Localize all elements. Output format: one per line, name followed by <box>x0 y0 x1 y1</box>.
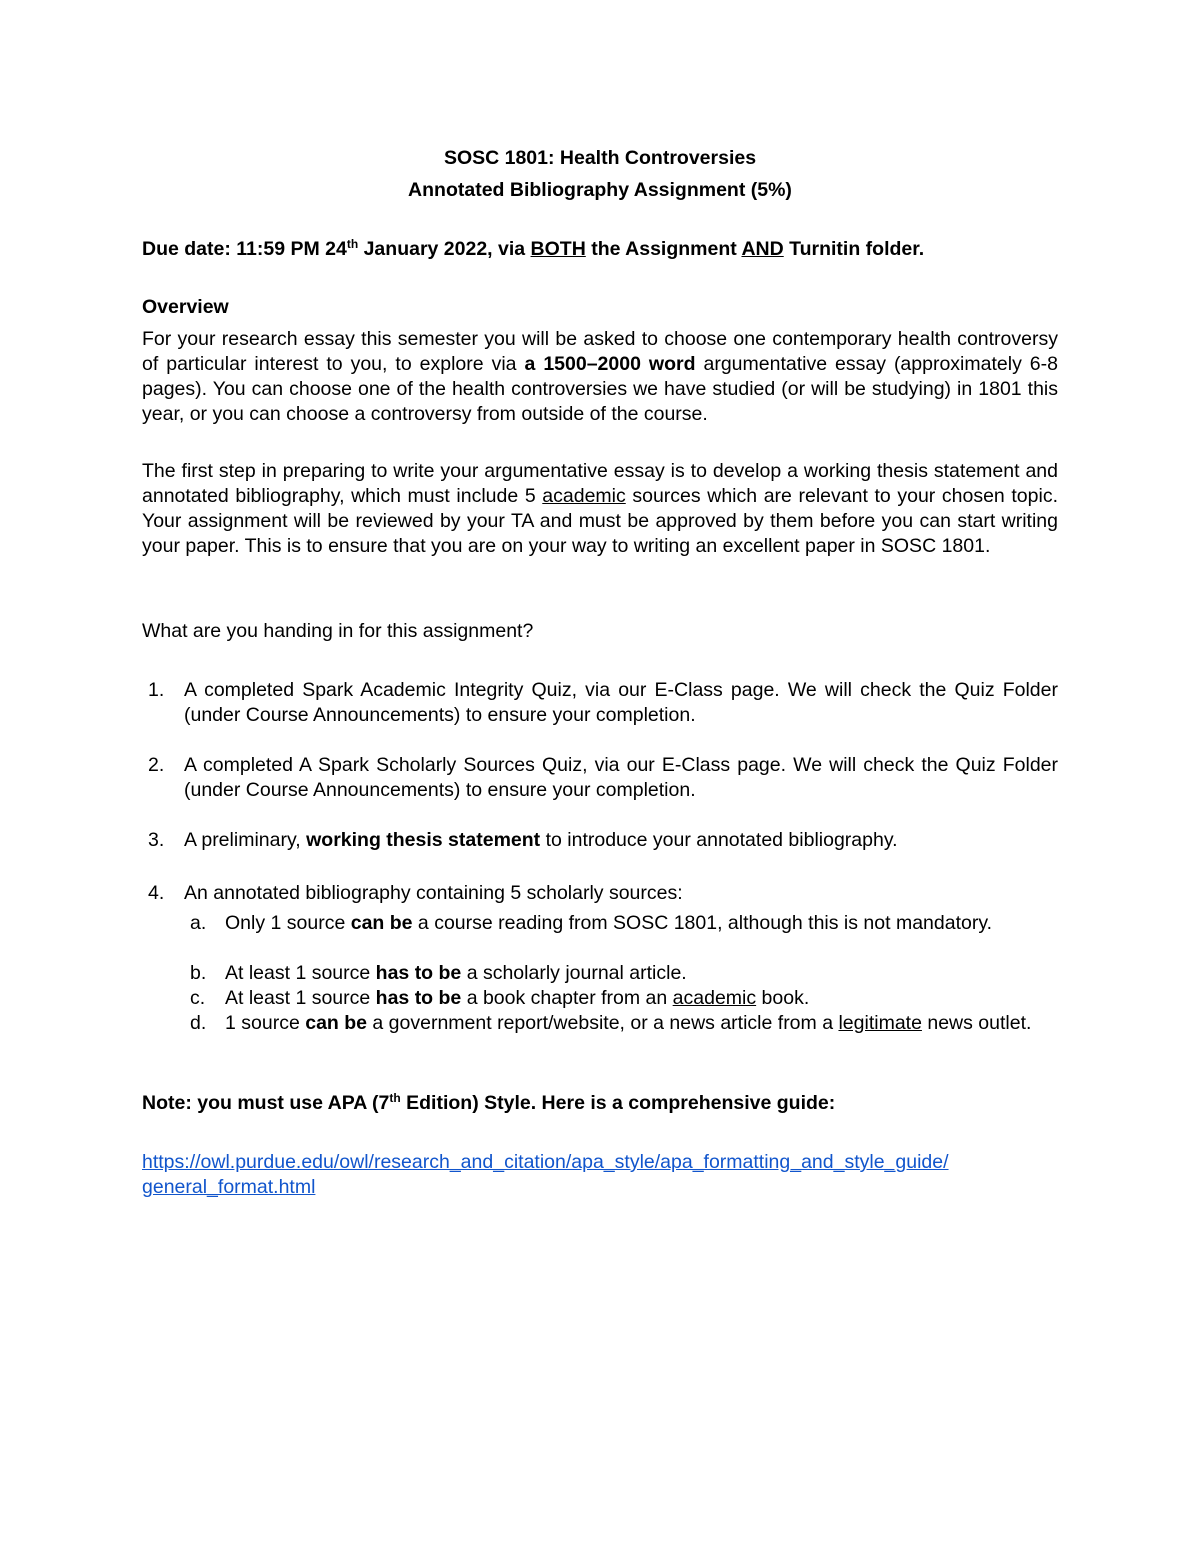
list-number: 3. <box>148 829 165 851</box>
course-title: SOSC 1801: Health Controversies <box>443 147 757 169</box>
overview-paragraph-1: For your research essay this semester you will be asked to choose one contemporary health controversy of particular interest to you, to explore via a 1500–2000 word argumentative essay (approximately 6-8 pages). You can choose one of the health controversies we have studied (or will be studying) in 1801 this year, or you can choose a controversy from outside of the course. <box>142 328 1058 425</box>
sublist-item-b: At least 1 source has to be a scholarly journal article. <box>225 962 687 984</box>
list-number: 2. <box>148 754 165 776</box>
handing-in-question: What are you handing in for this assignment? <box>142 620 534 642</box>
list-item-1: A completed Spark Academic Integrity Quiz, via our E-Class page. We will check the Quiz Folder (under Course Announcements) to ensure your completion. <box>184 679 1058 726</box>
sublist-letter: c. <box>190 987 206 1009</box>
sublist-letter: d. <box>190 1012 207 1034</box>
list-number: 4. <box>148 882 165 904</box>
assignment-title: Annotated Bibliography Assignment (5%) <box>408 179 792 201</box>
sublist-item-d: 1 source can be a government report/website, or a news article from a legitimate news outlet. <box>225 1012 1032 1034</box>
sublist-item-a: Only 1 source can be a course reading from SOSC 1801, although this is not mandatory. <box>225 912 993 934</box>
sublist-letter: b. <box>190 962 207 984</box>
overview-paragraph-2: The first step in preparing to write your argumentative essay is to develop a working thesis statement and annotated bibliography, which must include 5 academic sources which are relevant to your chosen topic. Your assignment will be reviewed by your TA and must be approved by them before you can start writing your paper. This is to ensure that you are on your way to writing an excellent paper in SOSC 1801. <box>142 460 1058 557</box>
apa-guide-link[interactable] <box>142 1150 949 1200</box>
due-date: Due date: 11:59 PM 24th January 2022, via BOTH the Assignment AND Turnitin folder. <box>142 237 925 260</box>
link-line-2[interactable]: general_format.html <box>142 1176 316 1198</box>
sublist-letter: a. <box>190 912 207 934</box>
sublist-item-c: At least 1 source has to be a book chapter from an academic book. <box>225 987 810 1009</box>
apa-note: Note: you must use APA (7th Edition) Style. Here is a comprehensive guide: <box>142 1091 836 1114</box>
list-item-3: A preliminary, working thesis statement to introduce your annotated bibliography. <box>184 829 898 851</box>
list-item-4: An annotated bibliography containing 5 scholarly sources: <box>184 882 683 904</box>
overview-heading: Overview <box>142 296 229 318</box>
list-number: 1. <box>148 679 165 701</box>
list-item-2: A completed A Spark Scholarly Sources Quiz, via our E-Class page. We will check the Quiz Folder (under Course Announcements) to ensure your completion. <box>184 754 1058 801</box>
link-line-1[interactable]: https://owl.purdue.edu/owl/research_and_citation/apa_style/apa_formatting_and_style_guide/ <box>142 1151 949 1173</box>
